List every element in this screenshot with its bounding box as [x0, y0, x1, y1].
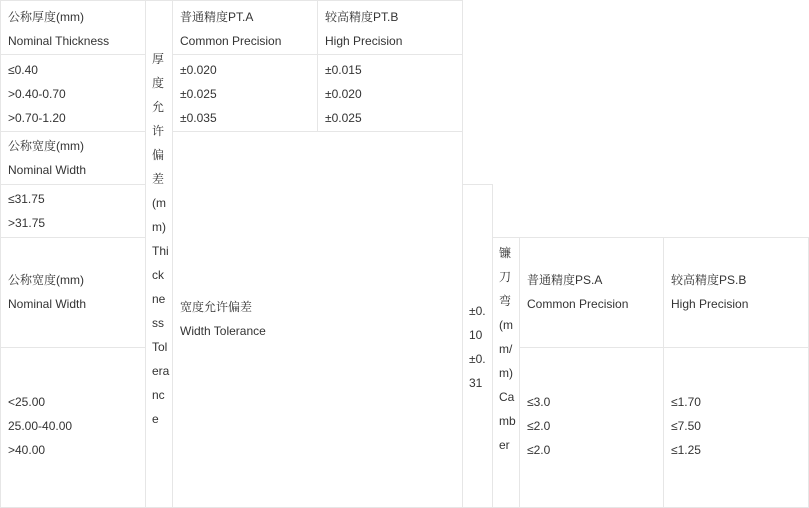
- ps-a-values: [519, 347, 664, 508]
- ps-b-values: [663, 347, 809, 508]
- width-range-0: ≤31.75: [8, 192, 45, 206]
- width-tolerance-values-text: ±0.10±0.31: [469, 304, 486, 390]
- width-range-1: >31.75: [8, 216, 46, 230]
- nominal-thickness-header-zh: 公称厚度(mm): [8, 10, 84, 24]
- pt-b-header: [317, 0, 463, 55]
- camber-width-range-2: >40.00: [8, 443, 46, 457]
- ps-a-header-zh: 普通精度PS.A: [527, 273, 603, 287]
- pt-b-value-2: ±0.025: [325, 111, 362, 125]
- nominal-width-header-zh: 公称宽度(mm): [8, 139, 84, 153]
- pt-a-header-zh: 普通精度PT.A: [180, 10, 254, 24]
- width-range-list: [0, 184, 146, 238]
- ps-a-header-en: Common Precision: [527, 297, 629, 311]
- ps-b-value-2: ≤1.25: [671, 443, 701, 457]
- ps-a-value-1: ≤2.0: [527, 419, 551, 433]
- camber-nominal-width-header-zh: 公称宽度(mm): [8, 273, 84, 287]
- thickness-range-0: ≤0.40: [8, 63, 38, 77]
- camber-side-label: [492, 237, 520, 508]
- pt-a-value-1: ±0.025: [180, 87, 217, 101]
- pt-a-value-2: ±0.035: [180, 111, 217, 125]
- ps-b-header-zh: 较高精度PS.B: [671, 273, 747, 287]
- pt-a-value-0: ±0.020: [180, 63, 217, 77]
- thickness-range-1: >0.40-0.70: [8, 87, 66, 101]
- ps-b-header-en: High Precision: [671, 297, 749, 311]
- camber-width-range-0: <25.00: [8, 395, 46, 409]
- camber-width-range-list: [0, 347, 146, 508]
- nominal-thickness-header: [0, 0, 146, 55]
- pt-a-values: [172, 54, 318, 132]
- ps-b-value-1: ≤7.50: [671, 419, 701, 433]
- nominal-width-header: [0, 131, 146, 185]
- thickness-range-2: >0.70-1.20: [8, 111, 66, 125]
- camber-side-label-text: 镰刀弯(mm/m)Camber: [499, 246, 516, 452]
- camber-nominal-width-header-en: Nominal Width: [8, 297, 87, 311]
- camber-width-range-1: 25.00-40.00: [8, 419, 73, 433]
- width-tolerance-label-en: Width Tolerance: [180, 324, 266, 338]
- pt-b-value-1: ±0.020: [325, 87, 362, 101]
- nominal-thickness-header-en: Nominal Thickness: [8, 34, 110, 48]
- pt-a-header-en: Common Precision: [180, 34, 282, 48]
- pt-b-values: [317, 54, 463, 132]
- pt-a-header: [172, 0, 318, 55]
- ps-a-value-2: ≤2.0: [527, 443, 551, 457]
- thickness-tolerance-side-label: [145, 0, 173, 508]
- pt-b-value-0: ±0.015: [325, 63, 362, 77]
- width-tolerance-label-zh: 宽度允许偏差: [180, 300, 253, 314]
- ps-a-value-0: ≤3.0: [527, 395, 551, 409]
- pt-b-header-zh: 较高精度PT.B: [325, 10, 399, 24]
- ps-b-value-0: ≤1.70: [671, 395, 701, 409]
- pt-b-header-en: High Precision: [325, 34, 403, 48]
- thickness-tolerance-side-label-text: 厚度允许偏差(mm)Thickness Tolerance: [152, 52, 170, 426]
- ps-a-header: [519, 237, 664, 348]
- ps-b-header: [663, 237, 809, 348]
- thickness-range-list: [0, 54, 146, 132]
- nominal-width-header-en: Nominal Width: [8, 163, 87, 177]
- width-tolerance-values: [462, 184, 493, 508]
- width-tolerance-label: [172, 131, 463, 508]
- camber-nominal-width-header: [0, 237, 146, 348]
